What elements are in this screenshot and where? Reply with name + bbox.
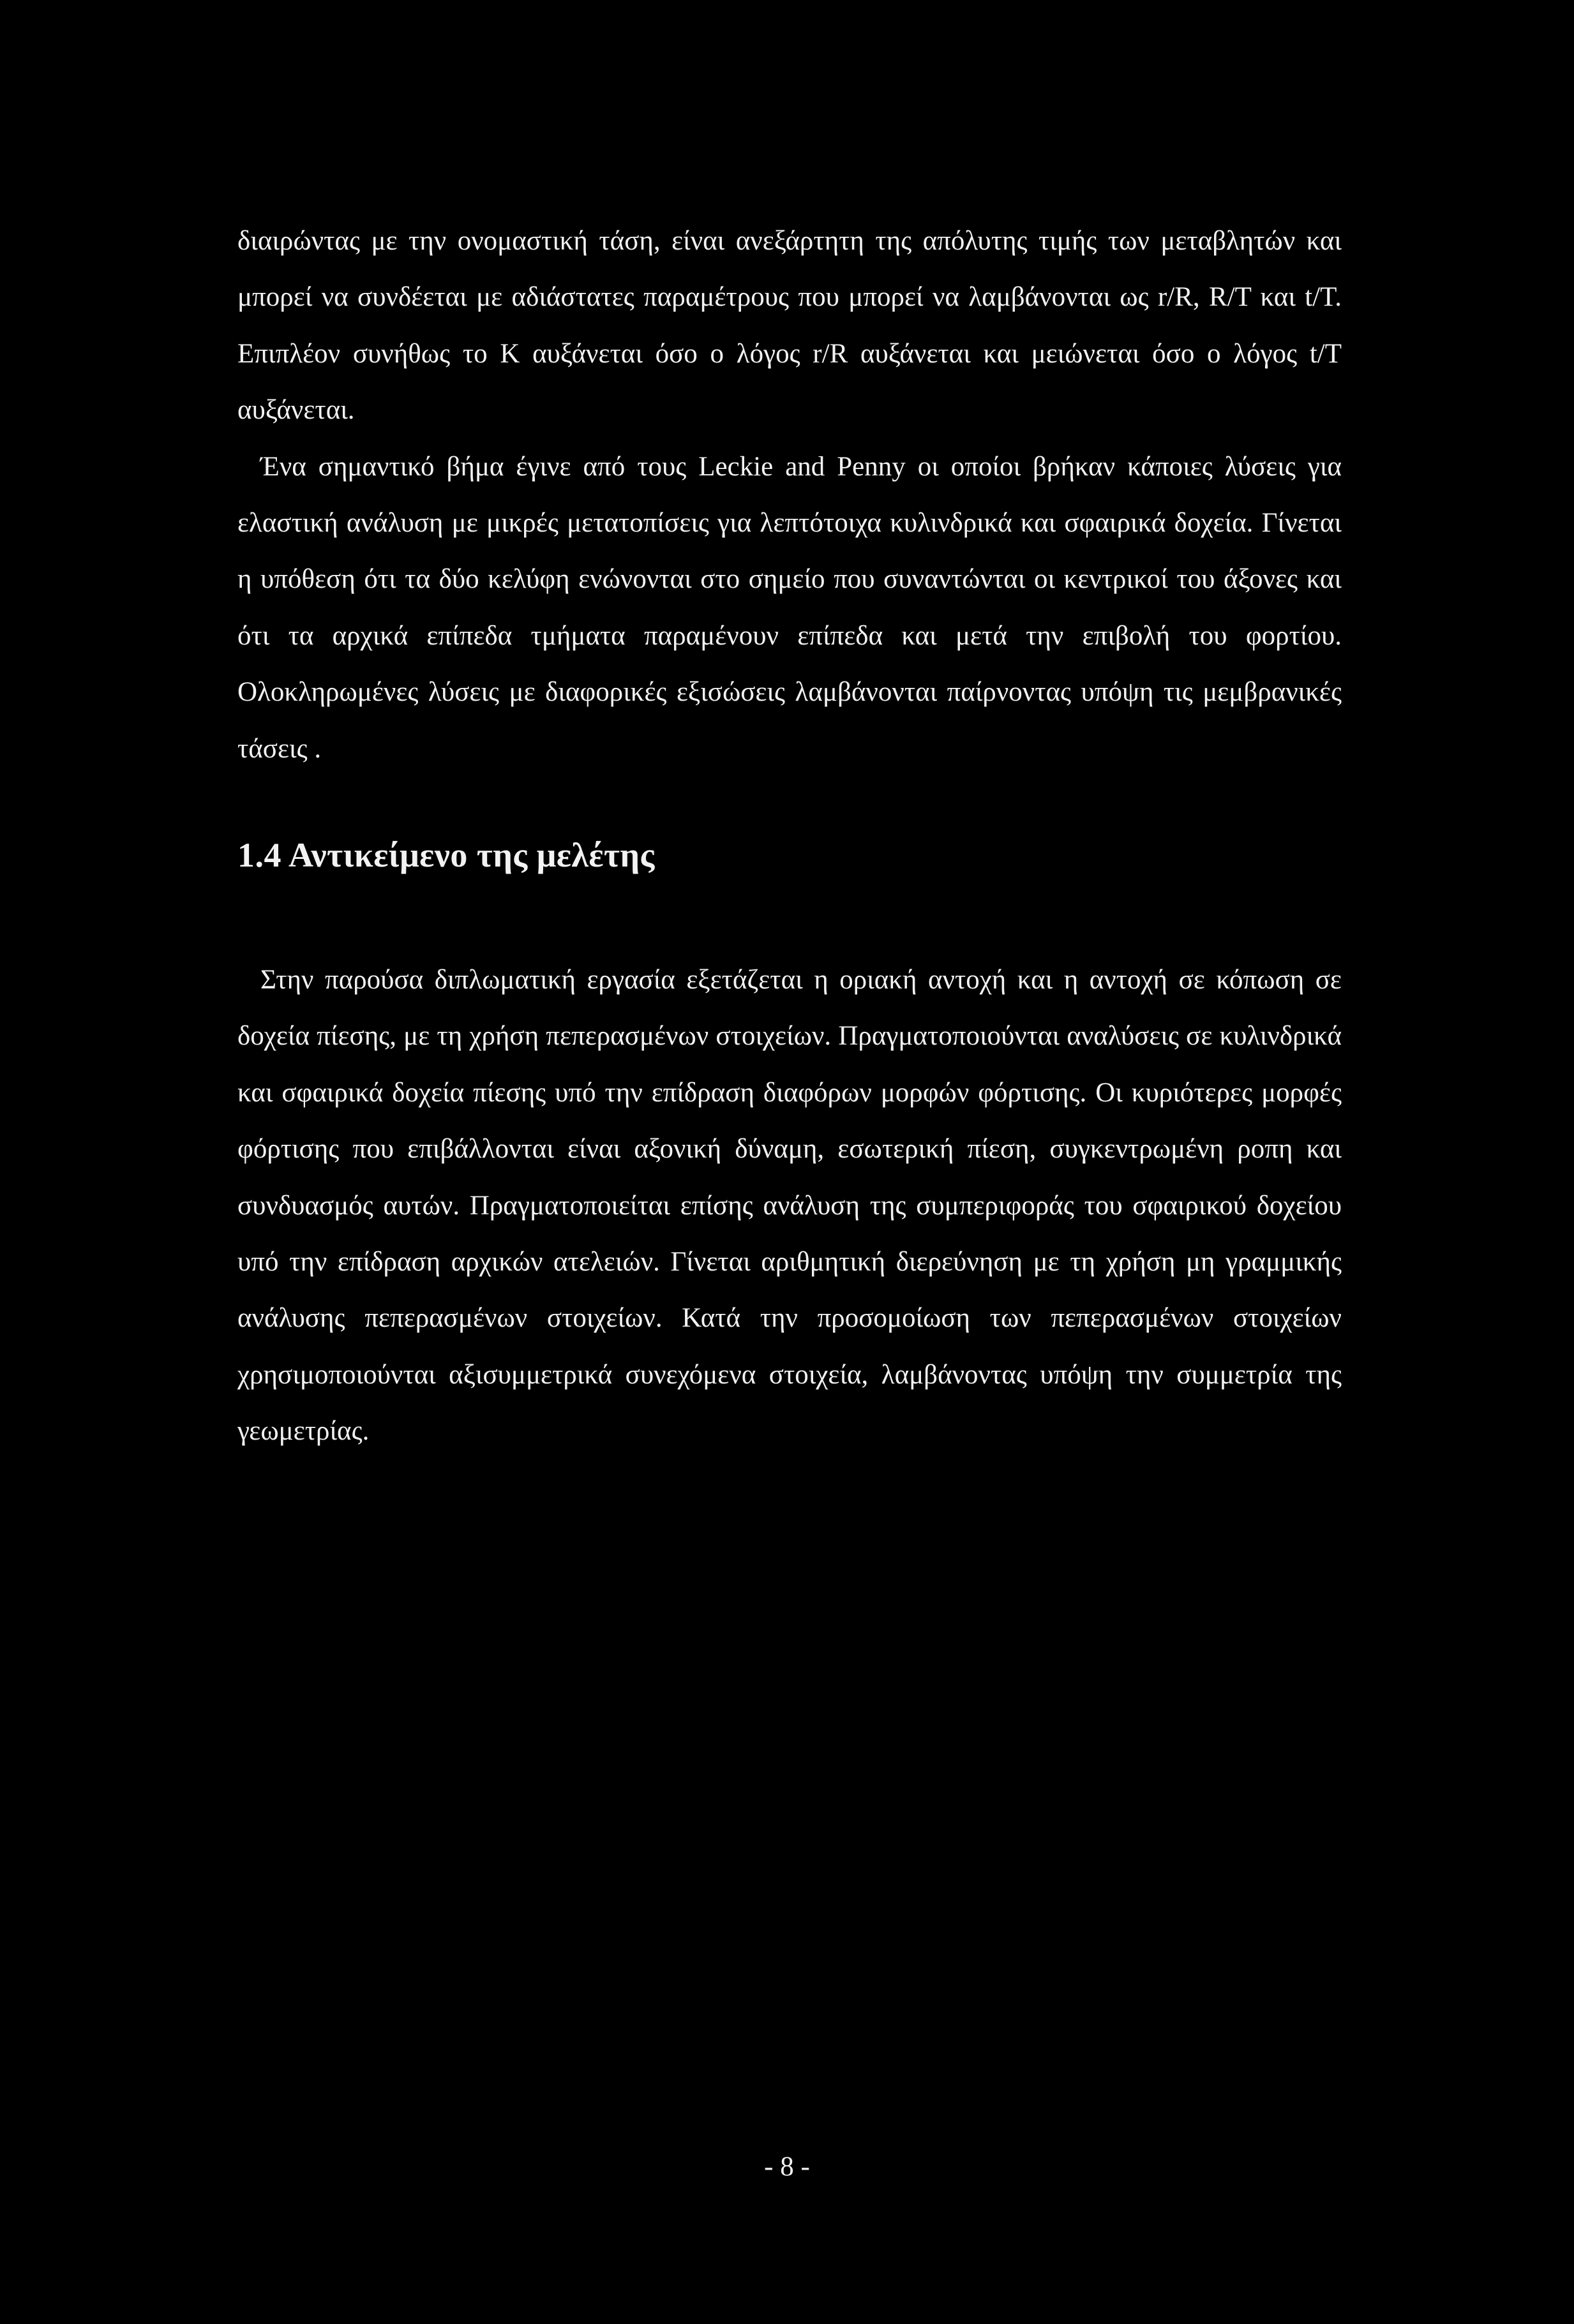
body-text-section: [237, 952, 1342, 1460]
section-heading: 1.4 Αντικείμενο της μελέτης: [237, 836, 655, 874]
page-number: - 8 -: [764, 2152, 810, 2182]
paragraph-study-objective: Στην παρούσα διπλωματική εργασία εξετάζεται η οριακή αντοχή και η αντοχή σε κόπωση σε δοχεία πίεσης, με τη χρήση πεπερασμένων στοιχείων. Πραγματοποιούνται αναλύσεις σε κυλινδρικά και σφαιρικά δοχεία πίεσης υπό την επίδραση διαφόρων μορφών φόρτισης. Οι κυριότερες μορφές φόρτισης που επιβάλλονται είναι αξονική δύναμη, εσωτερική πίεση, συγκεντρωμένη ροπη και συνδυασμός αυτών. Πραγματοποιείται επίσης ανάλυση της συμπεριφοράς του σφαιρικού δοχείου υπό την επίδραση αρχικών ατελειών. Γίνεται αριθμητική διερεύνηση με τη χρήση μη γραμμικής ανάλυσης πεπερασμένων στοιχείων. Κατά την προσομοίωση των πεπερασμένων στοιχείων χρησιμοποιούνται αξισυμμετρικά συνεχόμενα στοιχεία, λαμβάνοντας υπόψη την συμμετρία της γεωμετρίας.: [237, 965, 1342, 1447]
paragraph-continuation: διαιρώντας με την ονομαστική τάση, είναι ανεξάρτητη της απόλυτης τιμής των μεταβλητών και μπορεί να συνδέεται με αδιάστατες παραμέτρους που μπορεί να λαμβάνονται ως r/R, R/T και t/T. Επιπλέον συνήθως το K αυξάνεται όσο ο λόγος r/R αυξάνεται και μειώνεται όσο ο λόγος t/T αυξάνεται.: [237, 226, 1342, 426]
body-text-top: [237, 213, 1342, 777]
paragraph-leckie-penny: Ένα σημαντικό βήμα έγινε από τους Leckie and Penny οι οποίοι βρήκαν κάποιες λύσεις για ελαστική ανάλυση με μικρές μετατοπίσεις για λεπτότοιχα κυλινδρικά και σφαιρικά δοχεία. Γίνεται η υπόθεση ότι τα δύο κελύφη ενώνονται στο σημείο που συναντώνται οι κεντρικοί του άξονες και ότι τα αρχικά επίπεδα τμήματα παραμένουν επίπεδα και μετά την επιβολή του φορτίου. Ολοκληρωμένες λύσεις με διαφορικές εξισώσεις λαμβάνονται παίρνοντας υπόψη τις μεμβρανικές τάσεις .: [237, 451, 1342, 764]
